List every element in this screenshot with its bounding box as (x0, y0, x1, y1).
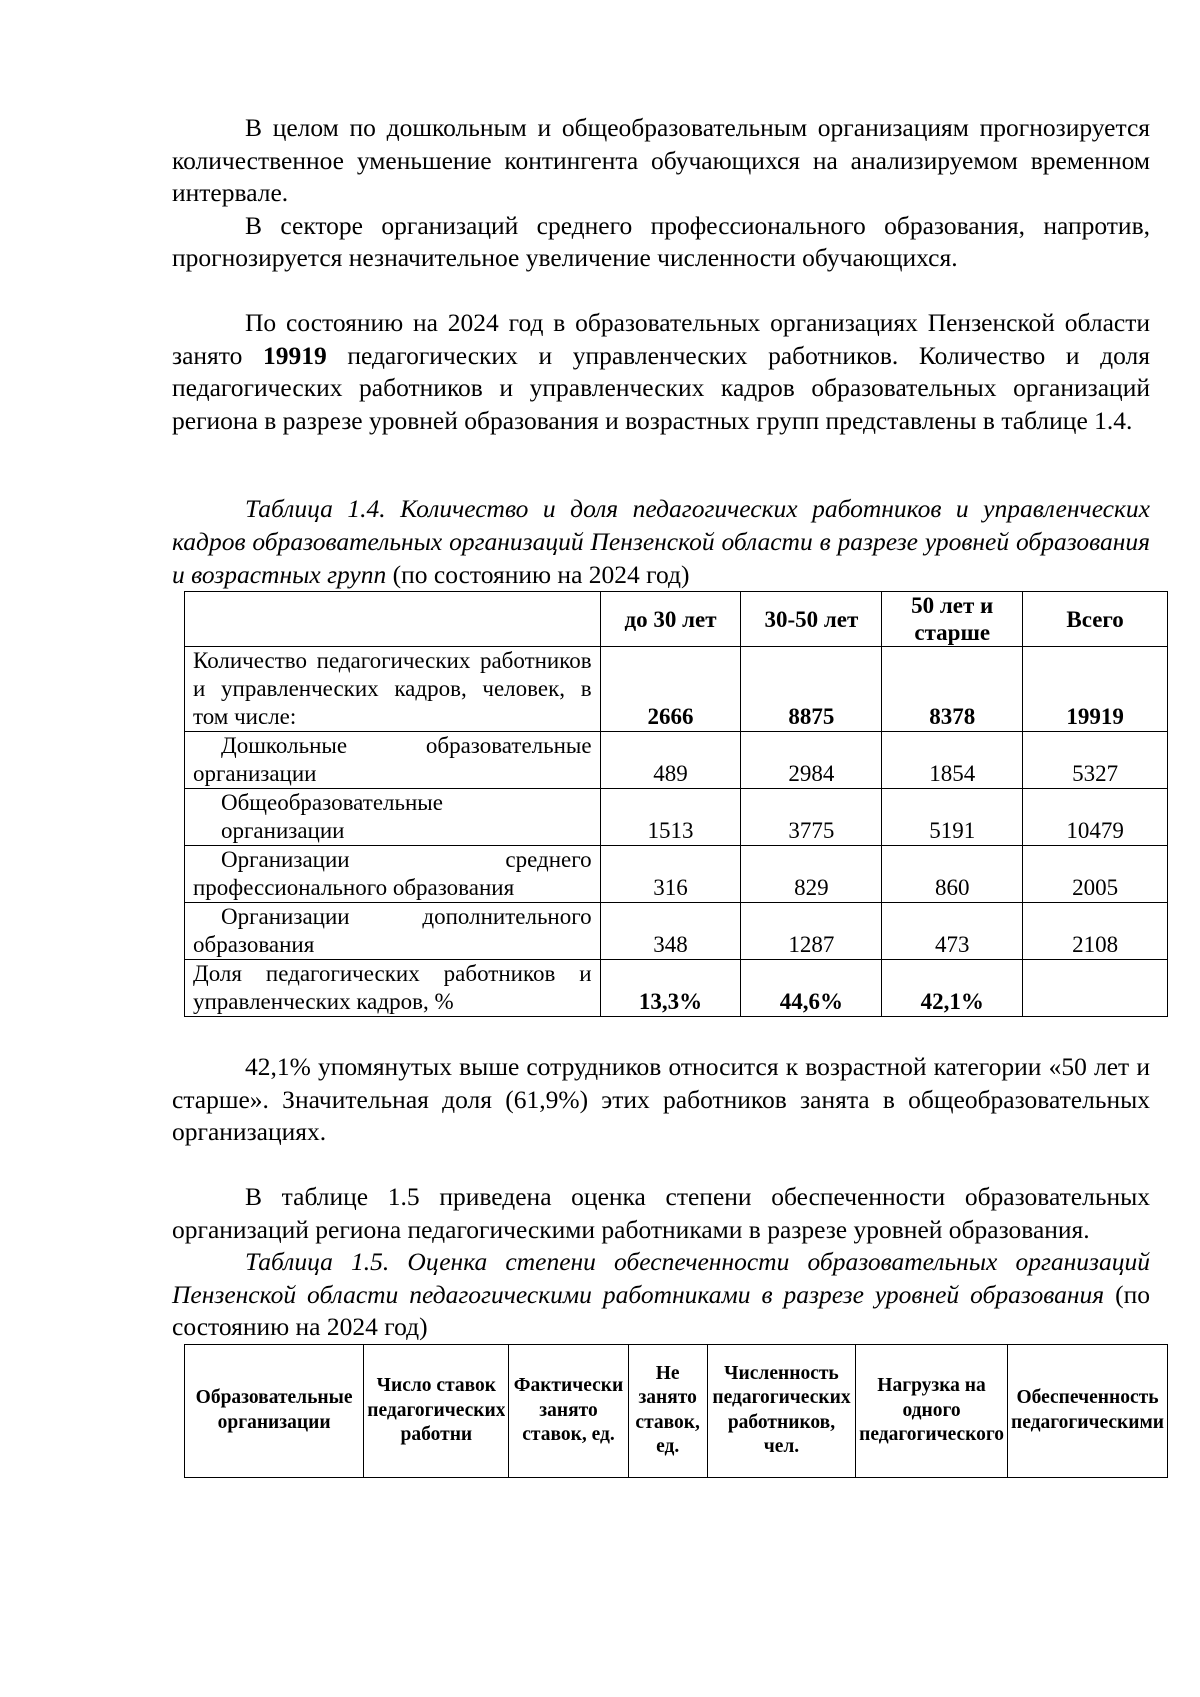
table-1-4 (184, 591, 1168, 1017)
cell-value: 13,3% (600, 960, 741, 1017)
header-cell-total: Всего (1023, 592, 1168, 647)
table-header-row (185, 592, 1168, 647)
cell-value: 2984 (741, 732, 882, 789)
paragraph-age-share: 42,1% упомянутых выше сотрудников относится к возрастной категории «50 лет и старше». Значительная доля (61,9%) этих работников занята в общеобразовательных организациях. (172, 1052, 1150, 1147)
staff-text-start: По состоянию на 2024 год в образовательных организациях Пензенской области занято (172, 307, 1150, 370)
header-cell-occupied: Фактически занято ставок, ед. (509, 1344, 628, 1477)
paragraph-forecast-decrease: В целом по дошкольным и общеобразовательным организациям прогнозируется количественное уменьшение контингента обучающихся на анализируемом временном интервале. (172, 113, 1150, 208)
table-1-4-caption-title: Таблица 1.4. Количество и доля педагогических работников и управленческих кадров образовательных организаций Пензенской области в разрезе уровней образования и возрастных групп (172, 494, 1150, 589)
paragraph-spo-increase: В секторе организаций среднего профессионального образования, напротив, прогнозируется незначительное увеличение численности обучающихся. (172, 210, 1150, 273)
header-cell-under-30: до 30 лет (600, 592, 741, 647)
cell-value: 1854 (882, 732, 1023, 789)
table-header-row (185, 1344, 1168, 1477)
header-cell-vacant: Не занято ставок, ед. (628, 1344, 707, 1477)
row-label: Доля педагогических работников и управленческих кадров, % (185, 960, 601, 1017)
cell-value: 5327 (1023, 732, 1168, 789)
table-1-5 (184, 1344, 1168, 1478)
cell-value: 348 (600, 903, 741, 960)
document-page (172, 112, 1164, 1478)
header-cell-provision: Обеспеченность педагогическими (1007, 1344, 1167, 1477)
row-label-cell (185, 846, 601, 903)
row-label: Общеобразовательные организации (221, 790, 443, 844)
cell-value: 2108 (1023, 903, 1168, 960)
cell-value: 8875 (741, 647, 882, 732)
cell-value: 5191 (882, 789, 1023, 846)
header-cell-50-plus: 50 лет и старше (882, 592, 1023, 647)
row-label: Организации дополнительного образования (193, 904, 592, 958)
row-label: Количество педагогических работников и управленческих кадров, человек, в том числе: (185, 647, 601, 732)
cell-value: 860 (882, 846, 1023, 903)
header-cell-30-50: 30-50 лет (741, 592, 882, 647)
row-label: Дошкольные образовательные организации (193, 733, 592, 787)
row-label-cell (185, 903, 601, 960)
paragraph-staff-total (172, 307, 1150, 437)
cell-value: 2666 (600, 647, 741, 732)
table-1-4-caption (172, 493, 1150, 591)
cell-value (1023, 960, 1168, 1017)
cell-value: 3775 (741, 789, 882, 846)
header-cell-staff-count: Численность педагогических работников, чел. (707, 1344, 855, 1477)
header-cell-organizations: Образовательные организации (185, 1344, 364, 1477)
row-label-cell (185, 732, 601, 789)
cell-value: 42,1% (882, 960, 1023, 1017)
table-1-4-caption-date: (по состоянию на 2024 год) (386, 559, 690, 589)
staff-total-number: 19919 (262, 340, 327, 370)
header-cell-load: Нагрузка на одного педагогического (856, 1344, 1008, 1477)
header-cell-rates: Число ставок педагогических работни (364, 1344, 509, 1477)
cell-value: 8378 (882, 647, 1023, 732)
cell-value: 10479 (1023, 789, 1168, 846)
row-label: Организации среднего профессионального образования (193, 847, 592, 901)
table-row (185, 903, 1168, 960)
cell-value: 1287 (741, 903, 882, 960)
cell-value: 44,6% (741, 960, 882, 1017)
table-row (185, 647, 1168, 732)
cell-value: 829 (741, 846, 882, 903)
table-1-5-caption-title: Таблица 1.5. Оценка степени обеспеченности образовательных организаций Пензенской области педагогическими работниками в разрезе уровней образования (172, 1247, 1150, 1309)
row-label-cell (185, 789, 601, 846)
cell-value: 2005 (1023, 846, 1168, 903)
cell-value: 19919 (1023, 647, 1168, 732)
table-1-5-caption-date: (по состоянию на 2024 год) (172, 1279, 1150, 1342)
cell-value: 473 (882, 903, 1023, 960)
table-row (185, 789, 1168, 846)
cell-value: 1513 (600, 789, 741, 846)
table-row (185, 846, 1168, 903)
paragraph-table-1-5-intro: В таблице 1.5 приведена оценка степени обеспеченности образовательных организаций региона педагогическими работниками в разрезе уровней образования. (172, 1181, 1150, 1244)
cell-value: 316 (600, 846, 741, 903)
staff-text-end: педагогических и управленческих работников. Количество и доля педагогических работников и управленческих кадров образовательных организаций региона в разрезе уровней образования и возрастных групп представлены в таблице 1.4. (172, 340, 1150, 435)
table-row (185, 732, 1168, 789)
table-row (185, 960, 1168, 1017)
cell-value: 489 (600, 732, 741, 789)
table-1-5-caption (172, 1246, 1150, 1344)
header-cell-empty (185, 592, 601, 647)
